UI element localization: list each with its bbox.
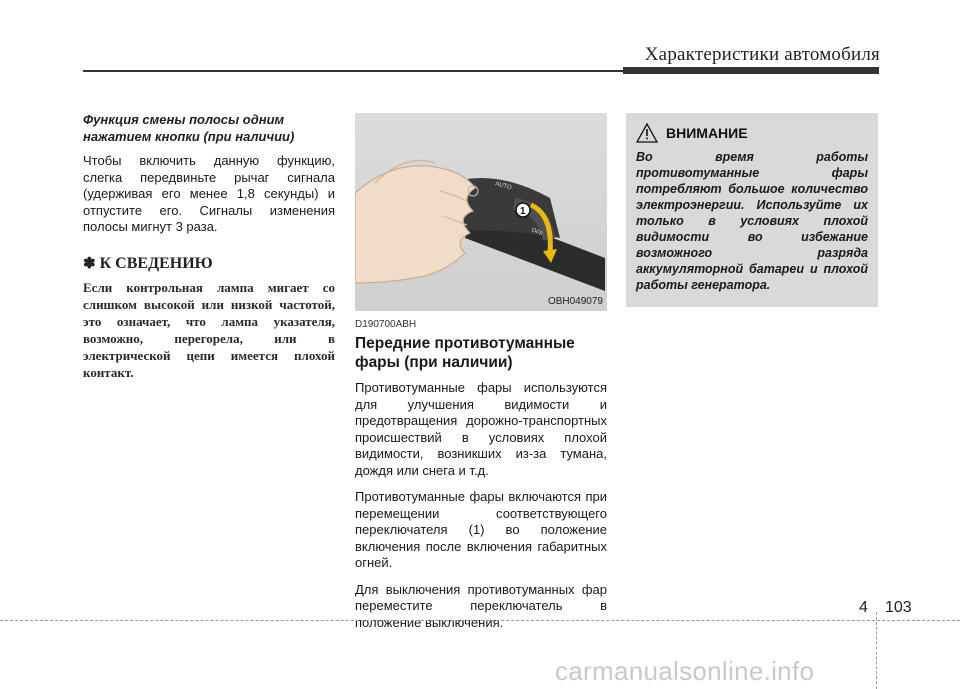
callout-number: 1 [520, 206, 526, 217]
section-title: Передние противотуманные фары (при наличии) [355, 335, 575, 371]
fog-paragraph-1: Противотуманные фары используются для улучшения видимости и предотвращения дорожно-транспортных происшествий в условиях плохой видимости, возникших из-за тумана, дождя или снега и т.д. [355, 380, 607, 478]
warning-triangle-icon [636, 123, 658, 143]
note-heading [83, 254, 335, 273]
switch-label-auto: AUTO [494, 181, 513, 192]
page-header-title: Характеристики автомобиля [644, 44, 880, 65]
warning-text: Во время работы противотуманные фары потребляют большое количество электроэнергии. Используйте их только в условиях плохой видимости во избежание возможного разряда аккумуляторной батареи и плохой работы генератора. [636, 150, 868, 292]
footer-divider [0, 620, 960, 621]
watermark: carmanualsonline.info [555, 656, 815, 686]
chapter-number: 4 [859, 599, 868, 616]
header-rule-accent [623, 67, 879, 74]
middle-column [355, 113, 607, 641]
fog-paragraph-2: Противотуманные фары включаются при перемещении соответствующего переключателя (1) во положение включения после включения габаритных огней. [355, 489, 607, 570]
section-code: D190700ABH [355, 319, 417, 330]
warning-title: ВНИМАНИЕ [666, 125, 748, 141]
lane-change-subheading: Функция смены полосы одним нажатием кнопки (при наличии) [83, 112, 295, 144]
switch-label-off: OFF [530, 227, 544, 238]
note-text: Если контрольная лампа мигает со слишком высокой или низкой частотой, это означает, что лампа указателя, возможно, перегорела, или в электрической цепи имеется плохой контакт. [83, 279, 335, 380]
lane-change-paragraph: Чтобы включить данную функцию, слегка передвиньте рычаг сигнала (удерживая его менее 1,8 секунды) и отпустите его. Сигналы изменения полосы мигнут 3 раза. [83, 153, 335, 234]
page-number: 103 [885, 599, 912, 616]
header-rule [83, 70, 623, 72]
footer-vertical-divider [876, 612, 877, 689]
warning-box [626, 113, 878, 307]
warning-header [636, 123, 868, 143]
note-title: К СВЕДЕНИЮ [99, 254, 213, 272]
fog-paragraph-3: Для выключения противотуманных фар переместите переключатель в положение выключения. [355, 581, 607, 630]
hand-on-lever-illustration [355, 113, 607, 311]
note-star-icon: ✽ [83, 255, 96, 272]
left-column [83, 111, 335, 381]
figure-code: OBH049079 [547, 296, 603, 307]
fog-lamp-switch-figure [355, 113, 607, 311]
right-column [626, 113, 878, 307]
